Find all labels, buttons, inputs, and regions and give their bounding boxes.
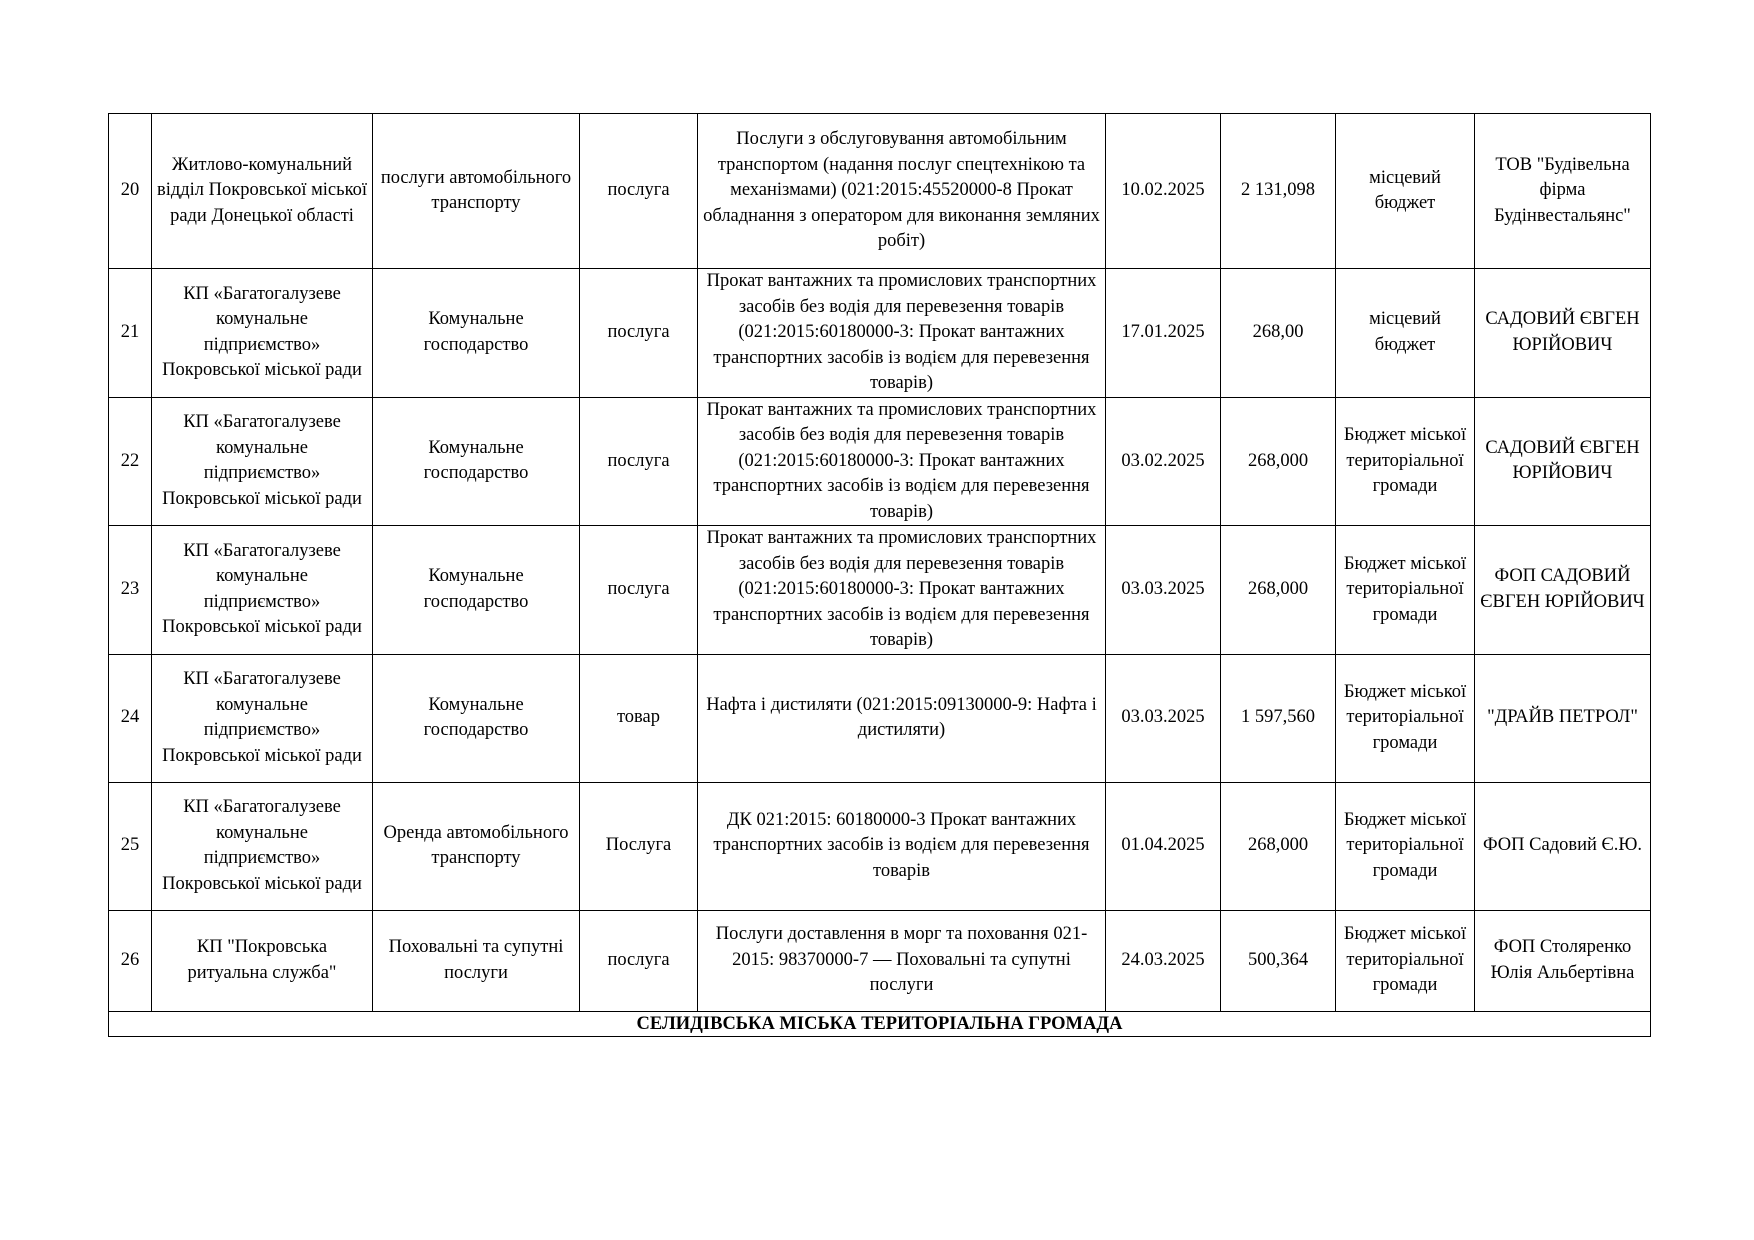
date-cell: 17.01.2025: [1106, 269, 1221, 398]
funding-cell: Бюджет міської територіальної громади: [1336, 397, 1475, 526]
row-number: 23: [109, 526, 152, 655]
customer-cell: КП "Покровська ритуальна служба": [152, 910, 373, 1011]
subject-cell: Прокат вантажних та промислових транспортних засобів без водія для перевезення товарів (021:2015:60180000-3: Прокат вантажних транспортних засобів із водієм для перевезення товарів): [698, 526, 1106, 655]
date-cell: 03.02.2025: [1106, 397, 1221, 526]
customer-cell: КП «Багатогалузеве комунальне підприємство» Покровської міської ради: [152, 782, 373, 910]
category-cell: послуги автомобільного транспорту: [373, 114, 580, 269]
customer-cell: Житлово-комунальний відділ Покровської міської ради Донецької області: [152, 114, 373, 269]
customer-cell: КП «Багатогалузеве комунальне підприємство» Покровської міської ради: [152, 269, 373, 398]
subject-cell: Нафта і дистиляти (021:2015:09130000-9: Нафта і дистиляти): [698, 654, 1106, 782]
table-row: [109, 782, 1651, 910]
type-cell: послуга: [580, 114, 698, 269]
category-cell: Комунальне господарство: [373, 269, 580, 398]
table-row: [109, 269, 1651, 398]
subject-cell: Прокат вантажних та промислових транспортних засобів без водія для перевезення товарів (021:2015:60180000-3: Прокат вантажних транспортних засобів із водієм для перевезення товарів): [698, 397, 1106, 526]
date-cell: 03.03.2025: [1106, 654, 1221, 782]
category-cell: Поховальні та супутні послуги: [373, 910, 580, 1011]
row-number: 26: [109, 910, 152, 1011]
type-cell: послуга: [580, 526, 698, 655]
category-cell: Комунальне господарство: [373, 654, 580, 782]
category-cell: Оренда автомобільного транспорту: [373, 782, 580, 910]
section-header-row: [109, 1011, 1651, 1036]
table-row: [109, 397, 1651, 526]
subject-cell: Послуги доставлення в морг та поховання 021-2015: 98370000-7 — Поховальні та супутні послуги: [698, 910, 1106, 1011]
type-cell: товар: [580, 654, 698, 782]
date-cell: 10.02.2025: [1106, 114, 1221, 269]
subject-cell: ДК 021:2015: 60180000-3 Прокат вантажних транспортних засобів із водієм для перевезення товарів: [698, 782, 1106, 910]
funding-cell: Бюджет міської територіальної громади: [1336, 526, 1475, 655]
table-row: [109, 654, 1651, 782]
amount-cell: 268,000: [1221, 526, 1336, 655]
customer-cell: КП «Багатогалузеве комунальне підприємство» Покровської міської ради: [152, 654, 373, 782]
row-number: 22: [109, 397, 152, 526]
amount-cell: 1 597,560: [1221, 654, 1336, 782]
funding-cell: Бюджет міської територіальної громади: [1336, 654, 1475, 782]
subject-cell: Прокат вантажних та промислових транспортних засобів без водія для перевезення товарів (021:2015:60180000-3: Прокат вантажних транспортних засобів із водієм для перевезення товарів): [698, 269, 1106, 398]
customer-cell: КП «Багатогалузеве комунальне підприємство» Покровської міської ради: [152, 397, 373, 526]
amount-cell: 268,00: [1221, 269, 1336, 398]
supplier-cell: ФОП Столяренко Юлія Альбертівна: [1475, 910, 1651, 1011]
funding-cell: Бюджет міської територіальної громади: [1336, 782, 1475, 910]
supplier-cell: ФОП САДОВИЙ ЄВГЕН ЮРІЙОВИЧ: [1475, 526, 1651, 655]
date-cell: 01.04.2025: [1106, 782, 1221, 910]
supplier-cell: САДОВИЙ ЄВГЕН ЮРІЙОВИЧ: [1475, 397, 1651, 526]
funding-cell: місцевий бюджет: [1336, 114, 1475, 269]
amount-cell: 268,000: [1221, 397, 1336, 526]
subject-cell: Послуги з обслуговування автомобільним транспортом (надання послуг спецтехнікою та механізмами) (021:2015:45520000-8 Прокат обладнання з оператором для виконання земляних робіт): [698, 114, 1106, 269]
category-cell: Комунальне господарство: [373, 526, 580, 655]
table-row: [109, 526, 1651, 655]
amount-cell: 500,364: [1221, 910, 1336, 1011]
supplier-cell: ТОВ "Будівельна фірма Будінвестальянс": [1475, 114, 1651, 269]
type-cell: послуга: [580, 269, 698, 398]
type-cell: послуга: [580, 397, 698, 526]
amount-cell: 2 131,098: [1221, 114, 1336, 269]
amount-cell: 268,000: [1221, 782, 1336, 910]
type-cell: Послуга: [580, 782, 698, 910]
section-title: СЕЛИДІВСЬКА МІСЬКА ТЕРИТОРІАЛЬНА ГРОМАДА: [109, 1011, 1651, 1036]
date-cell: 24.03.2025: [1106, 910, 1221, 1011]
row-number: 20: [109, 114, 152, 269]
type-cell: послуга: [580, 910, 698, 1011]
supplier-cell: САДОВИЙ ЄВГЕН ЮРІЙОВИЧ: [1475, 269, 1651, 398]
funding-cell: місцевий бюджет: [1336, 269, 1475, 398]
procurement-table: [108, 113, 1651, 1037]
row-number: 25: [109, 782, 152, 910]
customer-cell: КП «Багатогалузеве комунальне підприємство» Покровської міської ради: [152, 526, 373, 655]
category-cell: Комунальне господарство: [373, 397, 580, 526]
row-number: 24: [109, 654, 152, 782]
supplier-cell: ФОП Садовий Є.Ю.: [1475, 782, 1651, 910]
row-number: 21: [109, 269, 152, 398]
table-row: [109, 114, 1651, 269]
table-row: [109, 910, 1651, 1011]
date-cell: 03.03.2025: [1106, 526, 1221, 655]
funding-cell: Бюджет міської територіальної громади: [1336, 910, 1475, 1011]
supplier-cell: "ДРАЙВ ПЕТРОЛ": [1475, 654, 1651, 782]
